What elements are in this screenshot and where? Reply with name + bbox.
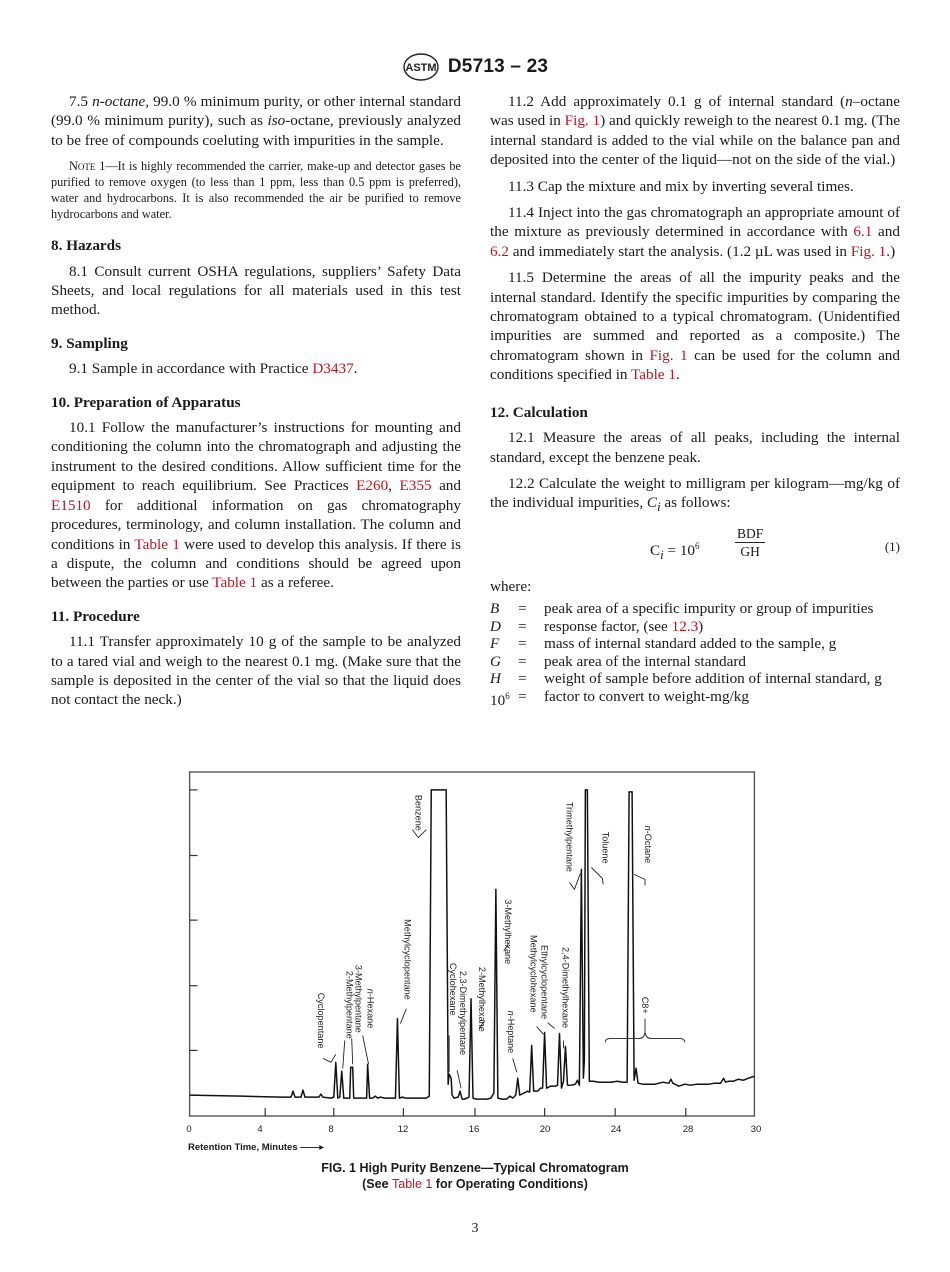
label-methylcyclohexane: Methylcyclohexane	[528, 935, 539, 1013]
x-tick-20: 20	[539, 1124, 551, 1135]
label-n-heptane: n-Heptane	[505, 1010, 516, 1054]
page-number: 3	[471, 1221, 479, 1236]
label-trimethylpentane: Trimethylpentane	[564, 801, 575, 872]
section-8-heading: 8. Hazards	[51, 237, 122, 255]
chromatogram-chart	[186, 770, 762, 1118]
equation-numerator: BDF	[737, 525, 764, 541]
section-9-heading: 9. Sampling	[51, 334, 128, 352]
note-1: Note 1—It is highly recommended the carrier, make-up and detector gases be purified to remove oxygen (to less than 1 ppm, less than 0.5 ppm is preferred), water and hydrocarbons. It is also recommended the air be purified to remove hydrocarbons and water.	[51, 159, 461, 222]
link-fig-1[interactable]: Fig. 1	[649, 346, 688, 364]
paragraph-11-5: 11.5 Determine the areas of all the impurity peaks and the internal standard. Identify the specific impurities by comparing the chromatogram obtained to a typical chromatogram. (Unidentified impurities are summed and reported as a composite.) The chromatogram shown in Fig. 1 can be used for the column and conditions specified in Table 1.	[490, 269, 900, 384]
equation-denominator: GH	[740, 543, 760, 559]
equation-number: (1)	[884, 538, 900, 554]
paragraph-12-1: 12.1 Measure the areas of all peaks, including the internal standard, except the benzene peak.	[490, 429, 900, 466]
paragraph-8-1: 8.1 Consult current OSHA regulations, suppliers’ Safety Data Sheets, and local regulations for all materials used in this test method.	[51, 262, 461, 319]
chromatogram-trace	[190, 790, 755, 1099]
label-c8-plus: C8+	[640, 996, 651, 1014]
link-fig-1[interactable]: Fig. 1	[564, 112, 601, 130]
page-header	[0, 52, 950, 82]
paragraph-11-2: 11.2 Add approximately 0.1 g of internal standard (n–octane was used in Fig. 1) and quickly reweigh to the nearest 0.1 mg. (The internal standard is added to the vial while on the balance pan and deposited into the center of the liquid—not on the side of the vial.)	[490, 93, 900, 169]
caption-line-2: (See Table 1 for Operating Conditions)	[362, 1177, 588, 1191]
link-table-1[interactable]: Table 1	[392, 1177, 433, 1191]
definition-10-6: $10^6$ = factor to convert to weight-mg/kg	[490, 687, 749, 709]
definition-d: D = response factor, (see 12.3)	[490, 617, 704, 635]
link-e260[interactable]: E260	[356, 477, 389, 495]
link-table-1[interactable]: Table 1	[212, 574, 258, 592]
document-id: D5713 – 23	[447, 56, 549, 77]
label-2-methylhexane: 2-Methylhexane	[476, 966, 487, 1032]
link-12-3[interactable]: 12.3	[671, 617, 699, 635]
x-tick-30: 30	[750, 1124, 762, 1135]
definition-f: F = mass of internal standard added to the sample, g	[490, 635, 837, 653]
link-table-1[interactable]: Table 1	[631, 366, 676, 384]
x-tick-8: 8	[328, 1124, 334, 1135]
link-d3437[interactable]: D3437	[312, 360, 354, 378]
x-tick-4: 4	[257, 1124, 263, 1135]
where-label: where:	[490, 577, 532, 595]
equation-1	[490, 525, 900, 569]
right-column	[490, 92, 900, 709]
y-axis-ticks	[190, 790, 198, 1051]
svg-text:ASTM: ASTM	[405, 62, 437, 74]
label-methylcyclopentane: Methylcyclopentane	[402, 919, 413, 1000]
label-n-hexane: n-Hexane	[365, 988, 376, 1029]
x-axis-label: Retention Time, Minutes ——▸	[188, 1142, 325, 1153]
definition-g: G = peak area of the internal standard	[490, 652, 746, 670]
label-ethylcyclopentane: Ethylcyclopentane	[539, 944, 550, 1020]
label-n-octane: n-Octane	[643, 825, 654, 864]
label-2-4-dimethylhexane: 2,4-Dimethylhexane	[560, 946, 571, 1029]
paragraph-9-1: 9.1 Sample in accordance with Practice D3437.	[69, 360, 358, 378]
equation-lhs: $C_i = 10^6$	[650, 540, 700, 562]
link-6-2[interactable]: 6.2	[490, 242, 509, 260]
label-3-methylhexane: 3-Methylhexane	[502, 899, 513, 965]
section-11-heading: 11. Procedure	[51, 607, 140, 625]
paragraph-7-5: 7.5 n-octane, 99.0 % minimum purity, or other internal standard (99.0 % minimum purity), such as iso-octane, previously analyzed to be free of compounds coeluting with impurities in the sample.	[51, 93, 462, 149]
label-cyclohexane: Cyclohexane	[448, 962, 459, 1016]
x-tick-0: 0	[186, 1124, 192, 1135]
label-toluene: Toluene	[600, 831, 611, 864]
definition-h: H = weight of sample before addition of internal standard, g	[490, 670, 882, 688]
peak-labels	[316, 795, 653, 1055]
section-12-heading: 12. Calculation	[490, 403, 588, 421]
paragraph-12-2: 12.2 Calculate the weight to milligram per kilogram—mg/kg of the individual impurities, $C_i$ as follows:	[490, 474, 900, 515]
x-tick-12: 12	[397, 1124, 409, 1135]
paragraph-11-1: 11.1 Transfer approximately 10 g of the sample to be analyzed to a tared vial and weigh to the nearest 0.1 mg. (Make sure that the sample is deposited in the center of the vial so that the liquid does not contact the neck.)	[51, 633, 461, 709]
paragraph-11-3: 11.3 Cap the mixture and mix by inverting several times.	[508, 177, 854, 195]
label-3-methylpentane: 3-Methylpentane	[353, 964, 364, 1033]
link-fig-1[interactable]: Fig. 1	[850, 242, 887, 260]
link-e1510[interactable]: E1510	[51, 496, 91, 514]
label-cyclopentane: Cyclopentane	[315, 992, 326, 1049]
x-axis-ticks	[265, 1108, 686, 1116]
link-table-1[interactable]: Table 1	[134, 535, 180, 553]
caption-line-1: FIG. 1 High Purity Benzene—Typical Chromatogram	[321, 1161, 629, 1175]
definition-b: B = peak area of a specific impurity or group of impurities	[490, 600, 874, 618]
figure-caption	[0, 1160, 950, 1192]
left-column	[51, 92, 461, 717]
link-e355[interactable]: E355	[399, 477, 432, 495]
label-benzene: Benzene	[413, 794, 424, 831]
link-6-1[interactable]: 6.1	[853, 223, 873, 241]
x-tick-28: 28	[682, 1124, 694, 1135]
x-tick-24: 24	[610, 1124, 622, 1135]
x-tick-16: 16	[468, 1124, 480, 1135]
paragraph-10-1: 10.1 Follow the manufacturer’s instructions for mounting and conditioning the column into the chromatograph and adjusting the instrument to the desired conditions. Allow sufficient time for the equipment to reach equilibrium. See Practices E260, E355 and E1510 for additional information on gas chromatography procedures, terminology, and column installation. The column and conditions in Table 1 were used to develop this analysis. If there is a dispute, the column and conditions should be agreed upon between the parties or use Table 1 as a referee.	[51, 419, 461, 592]
equation-fraction	[735, 525, 765, 560]
section-10-heading: 10. Preparation of Apparatus	[51, 393, 241, 411]
label-2-3-dimethylpentane: 2,3-Dimethylpentane	[458, 970, 469, 1056]
definitions-list	[490, 600, 900, 709]
paragraph-11-4: 11.4 Inject into the gas chromatograph an appropriate amount of the mixture as previously determined in accordance with 6.1 and 6.2 and immediately start the analysis. (1.2 µL was used in Fig. 1.)	[490, 204, 900, 260]
label-2-methylpentane: 2-Methylpentane	[344, 970, 355, 1039]
astm-logo-icon	[402, 52, 440, 82]
